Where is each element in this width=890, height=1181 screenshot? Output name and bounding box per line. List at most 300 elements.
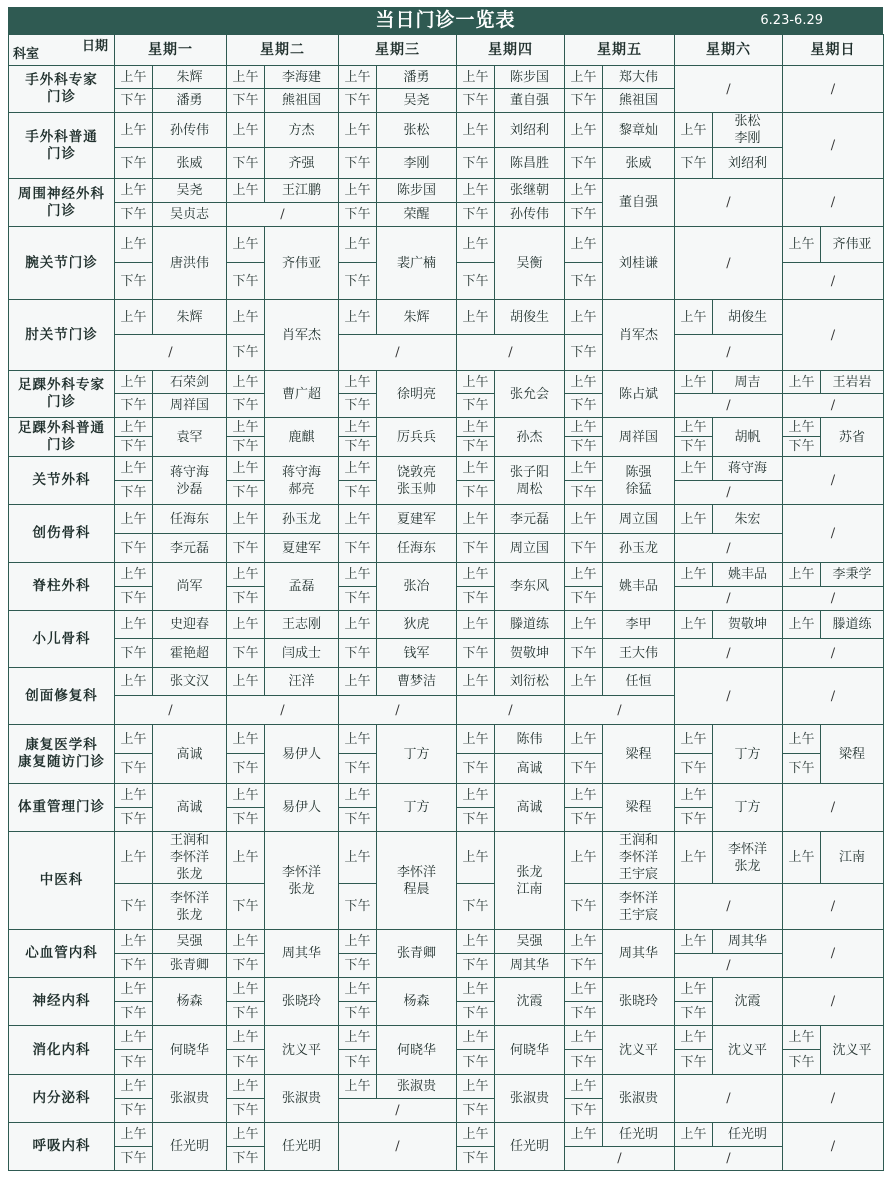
department-name: 创伤骨科 [9, 505, 115, 563]
doctor-am: 王岩岩 [821, 371, 884, 394]
session-label-am: 上午 [115, 611, 153, 639]
doctor-all-day: 沈义平 [821, 1026, 884, 1075]
session-label-am: 上午 [227, 113, 265, 148]
session-label-am: 上午 [675, 832, 713, 884]
session-label-am: 上午 [457, 1123, 495, 1147]
session-label-am: 上午 [339, 784, 377, 808]
session-label-pm: 下午 [565, 534, 603, 563]
session-label-am: 上午 [457, 300, 495, 335]
session-label-pm: 下午 [227, 639, 265, 668]
doctor-am: 李怀洋 张龙 [713, 832, 783, 884]
session-label-pm: 下午 [565, 203, 603, 227]
session-label-am: 上午 [339, 113, 377, 148]
session-label-am: 上午 [227, 611, 265, 639]
session-label-am: 上午 [457, 832, 495, 884]
session-label-am: 上午 [339, 978, 377, 1002]
session-label-pm: 下午 [115, 1050, 153, 1075]
doctor-pm: 潘勇 [153, 89, 227, 113]
doctor-am: 陈步国 [377, 179, 457, 203]
session-label-am: 上午 [565, 371, 603, 394]
session-label-am: 上午 [457, 418, 495, 437]
doctor-am: 刘衍松 [495, 668, 565, 696]
session-label-am: 上午 [565, 418, 603, 437]
session-label-am: 上午 [115, 832, 153, 884]
doctor-am: 周立国 [603, 505, 675, 534]
session-label-am: 上午 [339, 179, 377, 203]
session-label-pm: 下午 [457, 203, 495, 227]
session-label-am: 上午 [675, 725, 713, 754]
no-clinic-slash: / [783, 784, 884, 832]
department-name: 关节外科 [9, 457, 115, 505]
doctor-pm: 熊祖国 [265, 89, 339, 113]
no-clinic-slash: / [783, 66, 884, 113]
doctor-all-day: 吴衡 [495, 227, 565, 300]
doctor-am: 陈伟 [495, 725, 565, 754]
session-label-am: 上午 [565, 611, 603, 639]
session-label-am: 上午 [227, 1026, 265, 1050]
session-label-pm: 下午 [675, 148, 713, 179]
day-header-thu: 星期四 [457, 35, 565, 66]
table-row [9, 505, 884, 534]
doctor-pm: 孙传伟 [495, 203, 565, 227]
no-clinic-slash: / [783, 300, 884, 371]
session-label-pm: 下午 [339, 263, 377, 300]
doctor-am: 王志刚 [265, 611, 339, 639]
session-label-am: 上午 [457, 611, 495, 639]
doctor-am: 江南 [821, 832, 884, 884]
day-header-fri: 星期五 [565, 35, 675, 66]
department-name: 手外科专家 门诊 [9, 66, 115, 113]
session-label-pm: 下午 [339, 639, 377, 668]
doctor-all-day: 沈霞 [495, 978, 565, 1026]
session-label-pm: 下午 [457, 263, 495, 300]
session-label-pm: 下午 [339, 884, 377, 930]
session-label-pm: 下午 [227, 808, 265, 832]
corner-cell [9, 35, 115, 66]
session-label-am: 上午 [565, 179, 603, 203]
doctor-am: 夏建军 [377, 505, 457, 534]
doctor-am: 吴强 [495, 930, 565, 954]
session-label-am: 上午 [339, 930, 377, 954]
session-label-am: 上午 [227, 457, 265, 481]
header-row [9, 35, 884, 66]
session-label-pm: 下午 [227, 89, 265, 113]
no-clinic-slash: / [115, 696, 227, 725]
doctor-all-day: 董自强 [603, 179, 675, 227]
table-row [9, 300, 884, 335]
session-label-am: 上午 [339, 668, 377, 696]
doctor-all-day: 何晓华 [377, 1026, 457, 1075]
session-label-am: 上午 [115, 457, 153, 481]
doctor-all-day: 李怀洋 张龙 [265, 832, 339, 930]
session-label-am: 上午 [227, 300, 265, 335]
session-label-pm: 下午 [115, 1099, 153, 1123]
session-label-pm: 下午 [115, 808, 153, 832]
session-label-pm: 下午 [565, 1050, 603, 1075]
session-label-pm: 下午 [457, 481, 495, 505]
session-label-am: 上午 [115, 66, 153, 89]
session-label-am: 上午 [115, 113, 153, 148]
session-label-pm: 下午 [675, 808, 713, 832]
doctor-am: 周其华 [713, 930, 783, 954]
session-label-am: 上午 [339, 300, 377, 335]
session-label-am: 上午 [783, 832, 821, 884]
doctor-pm: 荣醒 [377, 203, 457, 227]
session-label-pm: 下午 [227, 437, 265, 457]
session-label-pm: 下午 [565, 148, 603, 179]
department-name: 小儿骨科 [9, 611, 115, 668]
doctor-all-day: 沈义平 [713, 1026, 783, 1075]
session-label-am: 上午 [457, 1026, 495, 1050]
no-clinic-slash: / [457, 696, 565, 725]
session-label-pm: 下午 [115, 394, 153, 418]
session-label-am: 上午 [565, 1026, 603, 1050]
doctor-all-day: 杨森 [377, 978, 457, 1026]
session-label-am: 上午 [339, 66, 377, 89]
session-label-am: 上午 [457, 66, 495, 89]
doctor-am: 王润和 李怀洋 王宇宸 [603, 832, 675, 884]
doctor-all-day: 张允会 [495, 371, 565, 418]
session-label-pm: 下午 [457, 884, 495, 930]
session-label-pm: 下午 [457, 1002, 495, 1026]
doctor-all-day: 周其华 [603, 930, 675, 978]
session-label-pm: 下午 [457, 89, 495, 113]
doctor-am: 朱辉 [153, 300, 227, 335]
doctor-pm: 董自强 [495, 89, 565, 113]
session-label-am: 上午 [339, 1026, 377, 1050]
no-clinic-slash: / [783, 179, 884, 227]
session-label-pm: 下午 [565, 335, 603, 371]
session-label-am: 上午 [227, 978, 265, 1002]
department-name: 消化内科 [9, 1026, 115, 1075]
doctor-all-day: 鹿麒 [265, 418, 339, 457]
session-label-am: 上午 [227, 227, 265, 263]
table-row [9, 1123, 884, 1147]
session-label-am: 上午 [339, 563, 377, 587]
doctor-pm: 李刚 [377, 148, 457, 179]
session-label-pm: 下午 [227, 534, 265, 563]
session-label-pm: 下午 [227, 1050, 265, 1075]
session-label-am: 上午 [457, 725, 495, 754]
table-row [9, 335, 884, 371]
session-label-pm: 下午 [565, 437, 603, 457]
session-label-pm: 下午 [227, 954, 265, 978]
session-label-am: 上午 [227, 179, 265, 203]
table-row [9, 179, 884, 203]
department-name: 体重管理门诊 [9, 784, 115, 832]
session-label-pm: 下午 [457, 954, 495, 978]
doctor-am: 李秉学 [821, 563, 884, 587]
session-label-pm: 下午 [457, 1050, 495, 1075]
doctor-am: 李元磊 [495, 505, 565, 534]
doctor-am: 石荣剑 [153, 371, 227, 394]
doctor-pm: 王大伟 [603, 639, 675, 668]
day-header-mon: 星期一 [115, 35, 227, 66]
session-label-am: 上午 [227, 1123, 265, 1147]
doctor-all-day: 张子阳 周松 [495, 457, 565, 505]
session-label-am: 上午 [675, 457, 713, 481]
session-label-am: 上午 [457, 505, 495, 534]
doctor-am: 郑大伟 [603, 66, 675, 89]
doctor-all-day: 肖军杰 [603, 300, 675, 371]
session-label-am: 上午 [675, 1123, 713, 1147]
doctor-am: 史迎春 [153, 611, 227, 639]
doctor-am: 胡俊生 [495, 300, 565, 335]
table-row [9, 534, 884, 563]
doctor-all-day: 孟磊 [265, 563, 339, 611]
session-label-pm: 下午 [115, 639, 153, 668]
session-label-pm: 下午 [565, 954, 603, 978]
session-label-am: 上午 [565, 227, 603, 263]
doctor-am: 王江鹏 [265, 179, 339, 203]
department-name: 周围神经外科 门诊 [9, 179, 115, 227]
department-name: 创面修复科 [9, 668, 115, 725]
session-label-am: 上午 [115, 418, 153, 437]
no-clinic-slash: / [675, 1075, 783, 1123]
session-label-am: 上午 [339, 725, 377, 754]
doctor-all-day: 徐明亮 [377, 371, 457, 418]
doctor-pm: 熊祖国 [603, 89, 675, 113]
doctor-am: 孙玉龙 [265, 505, 339, 534]
doctor-am: 孙传伟 [153, 113, 227, 148]
session-label-am: 上午 [783, 371, 821, 394]
session-label-pm: 下午 [339, 534, 377, 563]
doctor-all-day: 张晓玲 [265, 978, 339, 1026]
session-label-am: 上午 [457, 1075, 495, 1099]
session-label-am: 上午 [565, 563, 603, 587]
session-label-am: 上午 [457, 227, 495, 263]
session-label-am: 上午 [115, 227, 153, 263]
session-label-am: 上午 [675, 563, 713, 587]
doctor-am: 任恒 [603, 668, 675, 696]
session-label-pm: 下午 [457, 639, 495, 668]
no-clinic-slash: / [783, 978, 884, 1026]
no-clinic-slash: / [783, 587, 884, 611]
no-clinic-slash: / [783, 884, 884, 930]
no-clinic-slash: / [227, 203, 339, 227]
session-label-pm: 下午 [783, 1050, 821, 1075]
session-label-pm: 下午 [115, 148, 153, 179]
no-clinic-slash: / [675, 884, 783, 930]
session-label-pm: 下午 [339, 754, 377, 784]
doctor-am: 李甲 [603, 611, 675, 639]
doctor-all-day: 蒋守海 沙磊 [153, 457, 227, 505]
session-label-pm: 下午 [115, 1147, 153, 1171]
session-label-am: 上午 [115, 978, 153, 1002]
doctor-all-day: 张淑贵 [603, 1075, 675, 1123]
no-clinic-slash: / [675, 668, 783, 725]
doctor-am: 张松 李刚 [713, 113, 783, 148]
session-label-pm: 下午 [227, 335, 265, 371]
session-label-pm: 下午 [339, 89, 377, 113]
table-row [9, 227, 884, 263]
session-label-am: 上午 [783, 418, 821, 437]
session-label-am: 上午 [675, 371, 713, 394]
session-label-pm: 下午 [115, 437, 153, 457]
day-header-wed: 星期三 [339, 35, 457, 66]
doctor-all-day: 高诚 [153, 725, 227, 784]
doctor-all-day: 张龙 江南 [495, 832, 565, 930]
doctor-all-day: 曹广超 [265, 371, 339, 418]
doctor-all-day: 丁方 [377, 784, 457, 832]
table-row [9, 148, 884, 179]
session-label-am: 上午 [227, 418, 265, 437]
doctor-all-day: 梁程 [821, 725, 884, 784]
session-label-am: 上午 [783, 563, 821, 587]
doctor-pm: 周祥国 [153, 394, 227, 418]
no-clinic-slash: / [783, 1075, 884, 1123]
session-label-am: 上午 [227, 371, 265, 394]
session-label-am: 上午 [565, 505, 603, 534]
session-label-am: 上午 [675, 300, 713, 335]
doctor-am: 胡俊生 [713, 300, 783, 335]
date-range: 6.23-6.29 [760, 13, 823, 28]
doctor-am: 方杰 [265, 113, 339, 148]
session-label-am: 上午 [227, 505, 265, 534]
doctor-all-day: 肖军杰 [265, 300, 339, 371]
session-label-am: 上午 [339, 505, 377, 534]
session-label-pm: 下午 [227, 587, 265, 611]
doctor-pm: 张青卿 [153, 954, 227, 978]
session-label-pm: 下午 [115, 89, 153, 113]
day-header-tue: 星期二 [227, 35, 339, 66]
session-label-pm: 下午 [783, 437, 821, 457]
session-label-am: 上午 [227, 563, 265, 587]
doctor-am: 朱辉 [377, 300, 457, 335]
doctor-am: 陈步国 [495, 66, 565, 89]
doctor-all-day: 陈强 徐猛 [603, 457, 675, 505]
doctor-am: 蒋守海 [713, 457, 783, 481]
doctor-pm: 李怀洋 张龙 [153, 884, 227, 930]
department-name: 呼吸内科 [9, 1123, 115, 1171]
doctor-am: 周吉 [713, 371, 783, 394]
doctor-pm: 陈昌胜 [495, 148, 565, 179]
department-name: 脊柱外科 [9, 563, 115, 611]
session-label-pm: 下午 [565, 639, 603, 668]
session-label-am: 上午 [675, 611, 713, 639]
table-row [9, 639, 884, 668]
no-clinic-slash: / [783, 505, 884, 563]
doctor-pm: 张威 [603, 148, 675, 179]
session-label-am: 上午 [565, 113, 603, 148]
session-label-pm: 下午 [339, 148, 377, 179]
session-label-pm: 下午 [339, 1002, 377, 1026]
session-label-am: 上午 [227, 930, 265, 954]
session-label-pm: 下午 [115, 1002, 153, 1026]
doctor-all-day: 高诚 [153, 784, 227, 832]
session-label-pm: 下午 [675, 437, 713, 457]
doctor-am: 狄虎 [377, 611, 457, 639]
session-label-pm: 下午 [457, 1099, 495, 1123]
session-label-pm: 下午 [339, 437, 377, 457]
session-label-am: 上午 [565, 457, 603, 481]
session-label-pm: 下午 [339, 481, 377, 505]
doctor-all-day: 丁方 [713, 784, 783, 832]
table-row [9, 978, 884, 1002]
session-label-am: 上午 [675, 930, 713, 954]
no-clinic-slash: / [339, 335, 457, 371]
doctor-all-day: 易伊人 [265, 725, 339, 784]
session-label-am: 上午 [457, 563, 495, 587]
doctor-all-day: 姚丰品 [603, 563, 675, 611]
no-clinic-slash: / [675, 179, 783, 227]
doctor-pm: 钱军 [377, 639, 457, 668]
session-label-pm: 下午 [227, 1147, 265, 1171]
session-label-am: 上午 [565, 832, 603, 884]
no-clinic-slash: / [783, 668, 884, 725]
doctor-all-day: 厉兵兵 [377, 418, 457, 457]
session-label-am: 上午 [115, 784, 153, 808]
department-name: 中医科 [9, 832, 115, 930]
department-name: 足踝外科专家 门诊 [9, 371, 115, 418]
session-label-am: 上午 [457, 668, 495, 696]
doctor-am: 吴尧 [153, 179, 227, 203]
doctor-pm: 孙玉龙 [603, 534, 675, 563]
session-label-pm: 下午 [339, 587, 377, 611]
session-label-pm: 下午 [457, 534, 495, 563]
doctor-am: 滕道练 [821, 611, 884, 639]
doctor-pm: 吴尧 [377, 89, 457, 113]
doctor-am: 朱宏 [713, 505, 783, 534]
schedule-sheet [8, 7, 883, 1171]
session-label-am: 上午 [457, 930, 495, 954]
session-label-am: 上午 [115, 371, 153, 394]
session-label-pm: 下午 [457, 148, 495, 179]
session-label-pm: 下午 [227, 754, 265, 784]
session-label-pm: 下午 [457, 587, 495, 611]
no-clinic-slash: / [783, 457, 884, 505]
session-label-pm: 下午 [565, 808, 603, 832]
no-clinic-slash: / [675, 587, 783, 611]
department-name: 内分泌科 [9, 1075, 115, 1123]
session-label-pm: 下午 [339, 203, 377, 227]
session-label-am: 上午 [339, 418, 377, 437]
session-label-am: 上午 [565, 978, 603, 1002]
table-row [9, 1026, 884, 1050]
session-label-am: 上午 [115, 1026, 153, 1050]
session-label-pm: 下午 [115, 754, 153, 784]
doctor-all-day: 张冶 [377, 563, 457, 611]
no-clinic-slash: / [783, 930, 884, 978]
doctor-am: 吴强 [153, 930, 227, 954]
session-label-pm: 下午 [227, 148, 265, 179]
session-label-am: 上午 [565, 930, 603, 954]
doctor-am: 李海建 [265, 66, 339, 89]
department-name: 足踝外科普通 门诊 [9, 418, 115, 457]
session-label-am: 上午 [115, 930, 153, 954]
session-label-am: 上午 [115, 668, 153, 696]
doctor-am: 任光明 [713, 1123, 783, 1147]
no-clinic-slash: / [675, 954, 783, 978]
session-label-am: 上午 [339, 457, 377, 481]
session-label-pm: 下午 [457, 394, 495, 418]
session-label-am: 上午 [565, 725, 603, 754]
session-label-am: 上午 [457, 978, 495, 1002]
doctor-pm: 任海东 [377, 534, 457, 563]
no-clinic-slash: / [783, 113, 884, 179]
doctor-all-day: 易伊人 [265, 784, 339, 832]
doctor-am: 任光明 [603, 1123, 675, 1147]
doctor-all-day: 丁方 [713, 725, 783, 784]
session-label-am: 上午 [675, 505, 713, 534]
session-label-am: 上午 [339, 1075, 377, 1099]
table-row [9, 930, 884, 954]
no-clinic-slash: / [675, 335, 783, 371]
doctor-all-day: 任光明 [495, 1123, 565, 1171]
table-row [9, 725, 884, 754]
session-label-am: 上午 [227, 668, 265, 696]
session-label-am: 上午 [783, 1026, 821, 1050]
